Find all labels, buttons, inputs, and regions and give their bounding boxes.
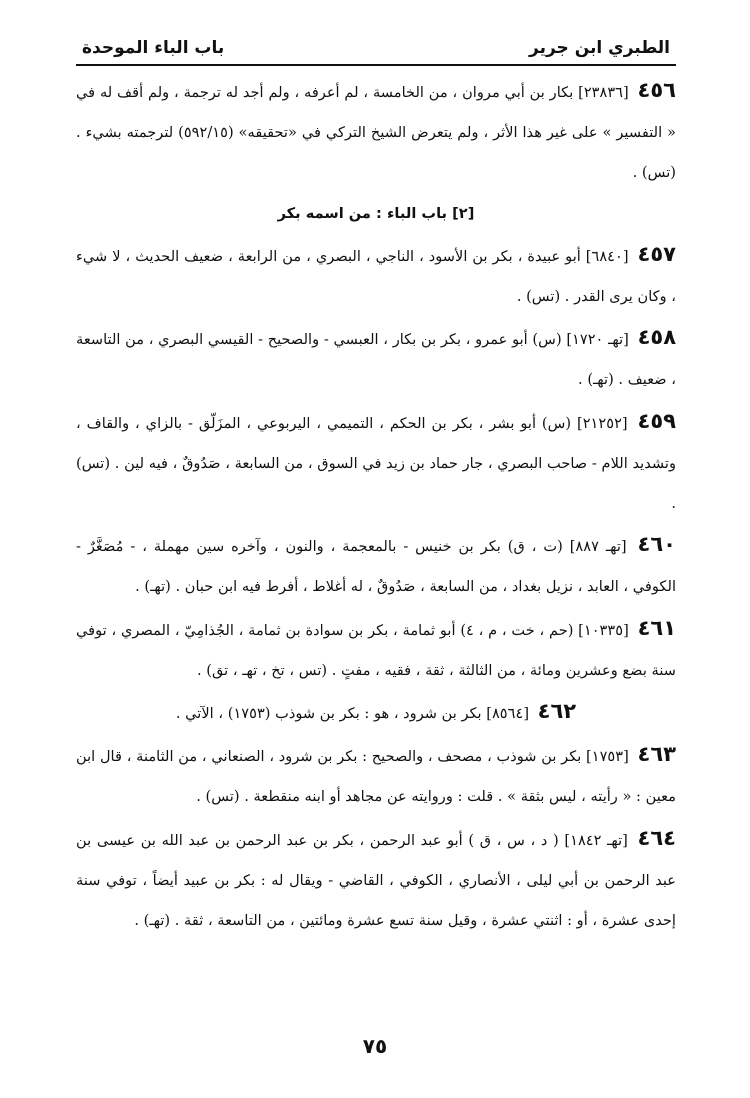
running-header [76,38,676,66]
entry-number: ٤٦٣ [637,742,676,767]
entry-text: [٢٣٨٣٦] بكار بن أبي مروان ، من الخامسة ، لم أعرفه ، ولم أجد له ترجمة ، ولم أقف له في « التفسير » على غير هذا الأثر ، ولم يتعرض الشيخ التركي في «تحقيقه» (٥٩٢/١٥) لترجمته بشيء . (تس) . [76,84,676,182]
entry-462 [76,691,676,734]
header-book-title: الطبري ابن جرير [529,38,670,58]
section-heading: [٢] باب الباء : من اسمه بكر [277,204,475,222]
entry-text: [١٧٥٣] بكر بن شوذب ، مصحف ، والصحيح : بكر بن شرود ، الصنعاني ، من الثامنة ، قال ابن معين : « رأيته ، ليس بثقة » . قلت : وروايته عن مجاهد أو ابنه منقطعة . (تس) . [76,748,676,806]
entry-463 [76,734,676,817]
entry-464 [76,818,676,942]
page-number: ٧٥ [362,1034,388,1058]
entry-number: ٤٥٦ [637,78,676,102]
page-body [76,70,676,941]
entry-460 [76,524,676,607]
entry-number: ٤٥٩ [637,408,676,433]
entry-number: ٤٦٢ [537,699,577,724]
entry-457 [76,234,676,317]
entry-text: [٨٥٦٤] بكر بن شرود ، هو : بكر بن شوذب (١٧٥٣) ، الآتي . [175,705,530,723]
entry-number: ٤٥٧ [637,241,676,266]
entry-456 [76,70,676,194]
entry-text: [تهـ ١٨٤٢] ( د ، س ، ق ) أبو عبد الرحمن ، بكر بن عبد الرحمن بن عبد الله بن عيسى بن عبد الرحمن بن أبي ليلى ، الأنصاري ، الكوفي ، القاضي - ويقال له : بكر بن عبيد أيضاً ، توفي سنة إحدى عشرة ، أو : اثنتي عشرة ، وقيل سنة تسع عشرة ومائتين ، من التاسعة ، ثقة . (تهـ) . [76,831,676,930]
entry-text: [٢١٢٥٢] (س) أبو بشر ، بكر بن الحكم ، التميمي ، اليربوعي ، المزَلّق - بالزاي ، والقاف ، وتشديد اللام - صاحب البصري ، جار حماد بن زيد في السوق ، من السابعة ، صَدُوقٌ ، فيه لين . (تس) . [76,414,676,513]
entry-459 [76,401,676,525]
entry-461 [76,608,676,691]
entry-text: [١٠٣٣٥] (حم ، خت ، م ، ٤) أبو ثمامة ، بكر بن سوادة بن ثمامة ، الجُذامِيّ ، المصري ، توفي سنة بضع وعشرين ومائة ، من الثالثة ، ثقة ، فقيه ، مفتٍ . (تس ، تخ ، تهـ ، تق) . [76,621,676,679]
entry-text: [تهـ ٨٨٧] (ت ، ق) بكر بن خنيس - بالمعجمة ، والنون ، وآخره سين مهملة ، - مُصَغَّرٌ - الكوفي ، العابد ، نزيل بغداد ، من السابعة ، صَدُوقٌ ، له أغلاط ، أفرط فيه ابن حبان . (تهـ) . [76,538,676,596]
entry-number: ٤٦١ [637,615,677,640]
entry-number: ٤٦٤ [637,825,676,850]
header-chapter-title: باب الباء الموحدة [82,38,225,58]
entry-number: ٤٦٠ [637,532,676,557]
entry-number: ٤٥٨ [637,325,677,350]
entry-text: [٦٨٤٠] أبو عبيدة ، بكر بن الأسود ، الناجي ، البصري ، من الرابعة ، ضعيف الحديث ، لا شيء ، وكان يرى القدر . (تس) . [76,247,676,306]
entry-text: [تهـ ١٧٢٠] (س) أبو عمرو ، بكر بن بكار ، العبسي - والصحيح - القيسي البصري ، من التاسعة ، ضعيف . (تهـ) . [76,331,676,389]
entry-458 [76,317,676,400]
